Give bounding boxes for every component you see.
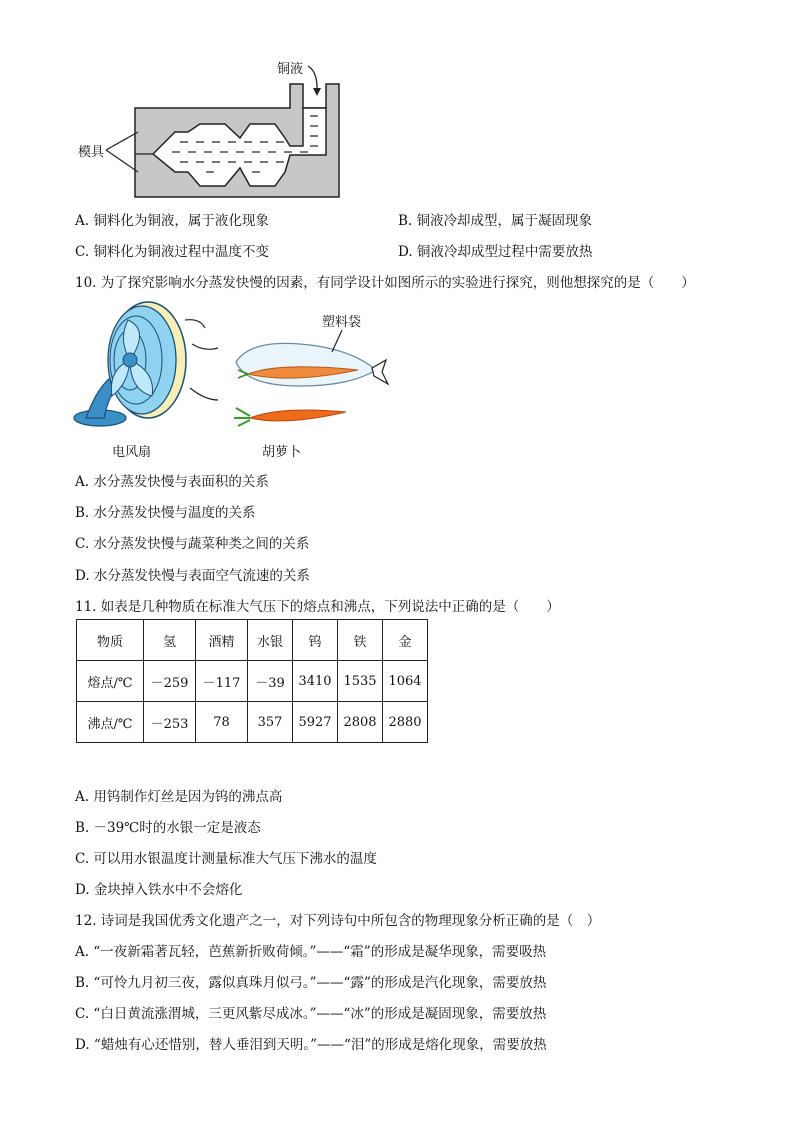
table-cell: －253 (144, 702, 196, 743)
table-cell: 铁 (338, 620, 383, 661)
q10-stem: 10. 为了探究影响水分蒸发快慢的因素，有同学设计如图所示的实验进行探究，则他想探究的是（ ） (75, 275, 695, 291)
table-cell: 沸点/℃ (77, 702, 144, 743)
carrot-label: 胡萝卜 (262, 445, 302, 460)
table-cell: 氢 (144, 620, 196, 661)
plastic-bag-icon (236, 343, 376, 386)
table-header-row (77, 620, 428, 661)
q11-option-b[interactable]: B. －39℃时的水银一定是液态 (75, 820, 261, 836)
table-cell: 2808 (338, 702, 383, 743)
table-cell: 金 (383, 620, 428, 661)
q12-option-d[interactable]: D. “蜡烛有心还惜别，替人垂泪到天明。”——“泪”的形成是熔化现象，需要放热 (75, 1037, 547, 1053)
q12-stem: 12. 诗词是我国优秀文化遗产之一，对下列诗句中所包含的物理现象分析正确的是（ ） (75, 913, 601, 929)
q11-option-d[interactable]: D. 金块掉入铁水中不会熔化 (75, 882, 243, 898)
q9-option-b[interactable]: B. 铜液冷却成型，属于凝固现象 (398, 213, 593, 229)
table-cell: 1535 (338, 661, 383, 702)
melting-boiling-table (76, 619, 428, 743)
q11-option-c[interactable]: C. 可以用水银温度计测量标准大气压下沸水的温度 (75, 851, 377, 867)
fan-label: 电风扇 (112, 445, 152, 460)
copper-liquid-label: 铜液 (277, 62, 304, 77)
q9-option-d[interactable]: D. 铜液冷却成型过程中需要放热 (398, 244, 593, 260)
carrot-icon (250, 410, 346, 421)
q10-option-d[interactable]: D. 水分蒸发快慢与表面空气流速的关系 (75, 568, 310, 584)
q9-option-a[interactable]: A. 铜料化为铜液，属于液化现象 (75, 213, 269, 229)
table-cell: 3410 (293, 661, 338, 702)
table-row (77, 702, 428, 743)
table-cell: －117 (196, 661, 248, 702)
q11-option-a[interactable]: A. 用钨制作灯丝是因为钨的沸点高 (75, 789, 283, 805)
mold-figure (0, 0, 794, 210)
plastic-bag-label: 塑料袋 (322, 315, 362, 330)
q10-option-a[interactable]: A. 水分蒸发快慢与表面积的关系 (75, 474, 269, 490)
q12-option-a[interactable]: A. “一夜新霜著瓦轻，芭蕉新折败荷倾。”——“霜”的形成是凝华现象，需要吸热 (75, 944, 547, 960)
table-cell: 78 (196, 702, 248, 743)
table-cell: 5927 (293, 702, 338, 743)
table-cell: －259 (144, 661, 196, 702)
q10-option-b[interactable]: B. 水分蒸发快慢与温度的关系 (75, 505, 256, 521)
q12-option-c[interactable]: C. “白日黄流涨渭城，三更风紫尽成冰。”——“冰”的形成是凝固现象，需要放热 (75, 1006, 547, 1022)
table-cell: 2880 (383, 702, 428, 743)
q10-option-c[interactable]: C. 水分蒸发快慢与蔬菜种类之间的关系 (75, 536, 310, 552)
table-cell: 钨 (293, 620, 338, 661)
table-cell: 熔点/℃ (77, 661, 144, 702)
q9-option-c[interactable]: C. 铜料化为铜液过程中温度不变 (75, 244, 269, 260)
table-cell: 水银 (248, 620, 293, 661)
q11-stem: 11. 如表是几种物质在标准大气压下的熔点和沸点，下列说法中正确的是（ ） (75, 599, 560, 615)
mold-label: 模具 (78, 145, 105, 160)
q12-option-b[interactable]: B. “可怜九月初三夜，露似真珠月似弓。”——“露”的形成是汽化现象，需要放热 (75, 975, 547, 991)
table-cell: 357 (248, 702, 293, 743)
table-row (77, 661, 428, 702)
table-cell: 1064 (383, 661, 428, 702)
table-cell: 物质 (77, 620, 144, 661)
table-cell: －39 (248, 661, 293, 702)
table-cell: 酒精 (196, 620, 248, 661)
